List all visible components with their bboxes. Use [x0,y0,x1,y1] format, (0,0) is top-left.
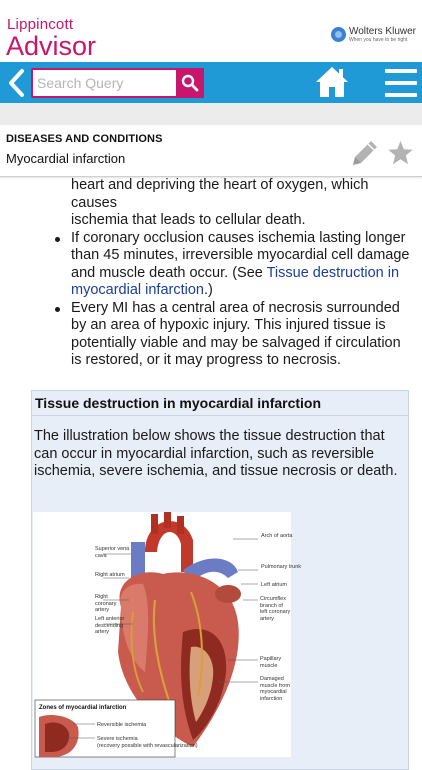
brand-name-large: Advisor [6,31,97,61]
nav-bar [0,62,422,103]
section-topic: Myocardial infarction [6,151,126,166]
search-input[interactable] [35,71,175,95]
back-button[interactable] [4,68,28,98]
bullet-text: If coronary occlusion causes ischemia lasting longer than 45 minutes, irreversible myocardial cell damage and muscle death occur. (See [71,229,410,281]
brand-name-small: Lippincott [7,16,74,33]
label-circumflex: Circumflex branch of left coronary artery [260,596,291,622]
search-button[interactable] [176,68,204,98]
zone-reversible [97,722,147,728]
menu-button[interactable] [385,69,417,97]
home-icon [315,66,349,99]
section-category: DISEASES AND CONDITIONS [6,133,163,145]
zone-severe-note [97,743,198,749]
label-right-atrium: Right atrium [95,572,125,578]
label-left-atrium-text: Left atrium [261,582,287,588]
label-papillary: Papillary muscle [260,656,282,669]
label-damaged-muscle: Damaged muscle from myocardial infarction [260,676,290,702]
search-box [31,68,204,98]
figure-link[interactable]: Tissue destruction in myocardial infarction [71,264,400,298]
list-item [54,230,414,300]
zone-severe-text: Severe ischemia [97,736,138,742]
label-pulmonary [261,564,301,570]
pencil-icon [352,140,378,166]
bullet-list [54,177,414,370]
label-rca: Right coronary artery [95,594,117,613]
label-lad: Left anterior descending artery [95,616,125,635]
search-icon [181,74,199,92]
bullet-continuation-line-1: heart and depriving the heart of oxygen, which causes [71,177,369,211]
brand-bar [0,0,422,62]
zones-title [39,705,127,711]
zones-title-text: Zones of myocardial infarction [39,705,127,711]
publisher-logo [331,26,416,43]
sidebar-box-text: The illustration below shows the tissue destruction that can occur in myocardial infarction, such as reversible ischemia, severe ischemia, and tissue necrosis or death. [34,428,398,479]
bullet-text-end: .) [203,282,213,298]
star-icon [387,140,414,166]
edit-note-button[interactable] [352,140,378,171]
sidebar-box-title: Tissue destruction in myocardial infarction [32,391,408,416]
chevron-left-icon [7,69,25,97]
publisher-logo-icon [331,27,346,42]
label-aorta-text: Arch of aorta [261,533,293,539]
bullet-continuation [71,177,414,230]
publisher-tagline: When you have to be right [348,37,408,43]
bullet-continuation-line-2: ischemia that leads to cellular death. [71,212,306,228]
label-pulmonary-text: Pulmonary trunk [261,564,302,570]
heart-illustration[interactable] [33,512,302,757]
bullet-text: Every MI has a central area of necrosis surrounded by an area of hypoxic injury. This injured tissue is potentially viable and may be salvaged if circulation is restored, or it may progress to necrosis. [71,299,401,368]
publisher-name: Wolters Kluwer [348,26,416,37]
list-item [54,300,414,370]
home-button[interactable] [315,66,349,99]
label-aorta [261,533,293,539]
zone-severe-note-text: (recovery possible with revascularization) [97,743,198,749]
zone-reversible-text: Reversible ischemia [97,722,147,728]
label-left-atrium [261,582,287,588]
toolbar-spacer [0,103,422,125]
zone-severe [97,736,139,742]
label-svc: Superior vena cava [95,546,130,559]
favorite-button[interactable] [387,140,414,171]
article-content [0,177,422,750]
